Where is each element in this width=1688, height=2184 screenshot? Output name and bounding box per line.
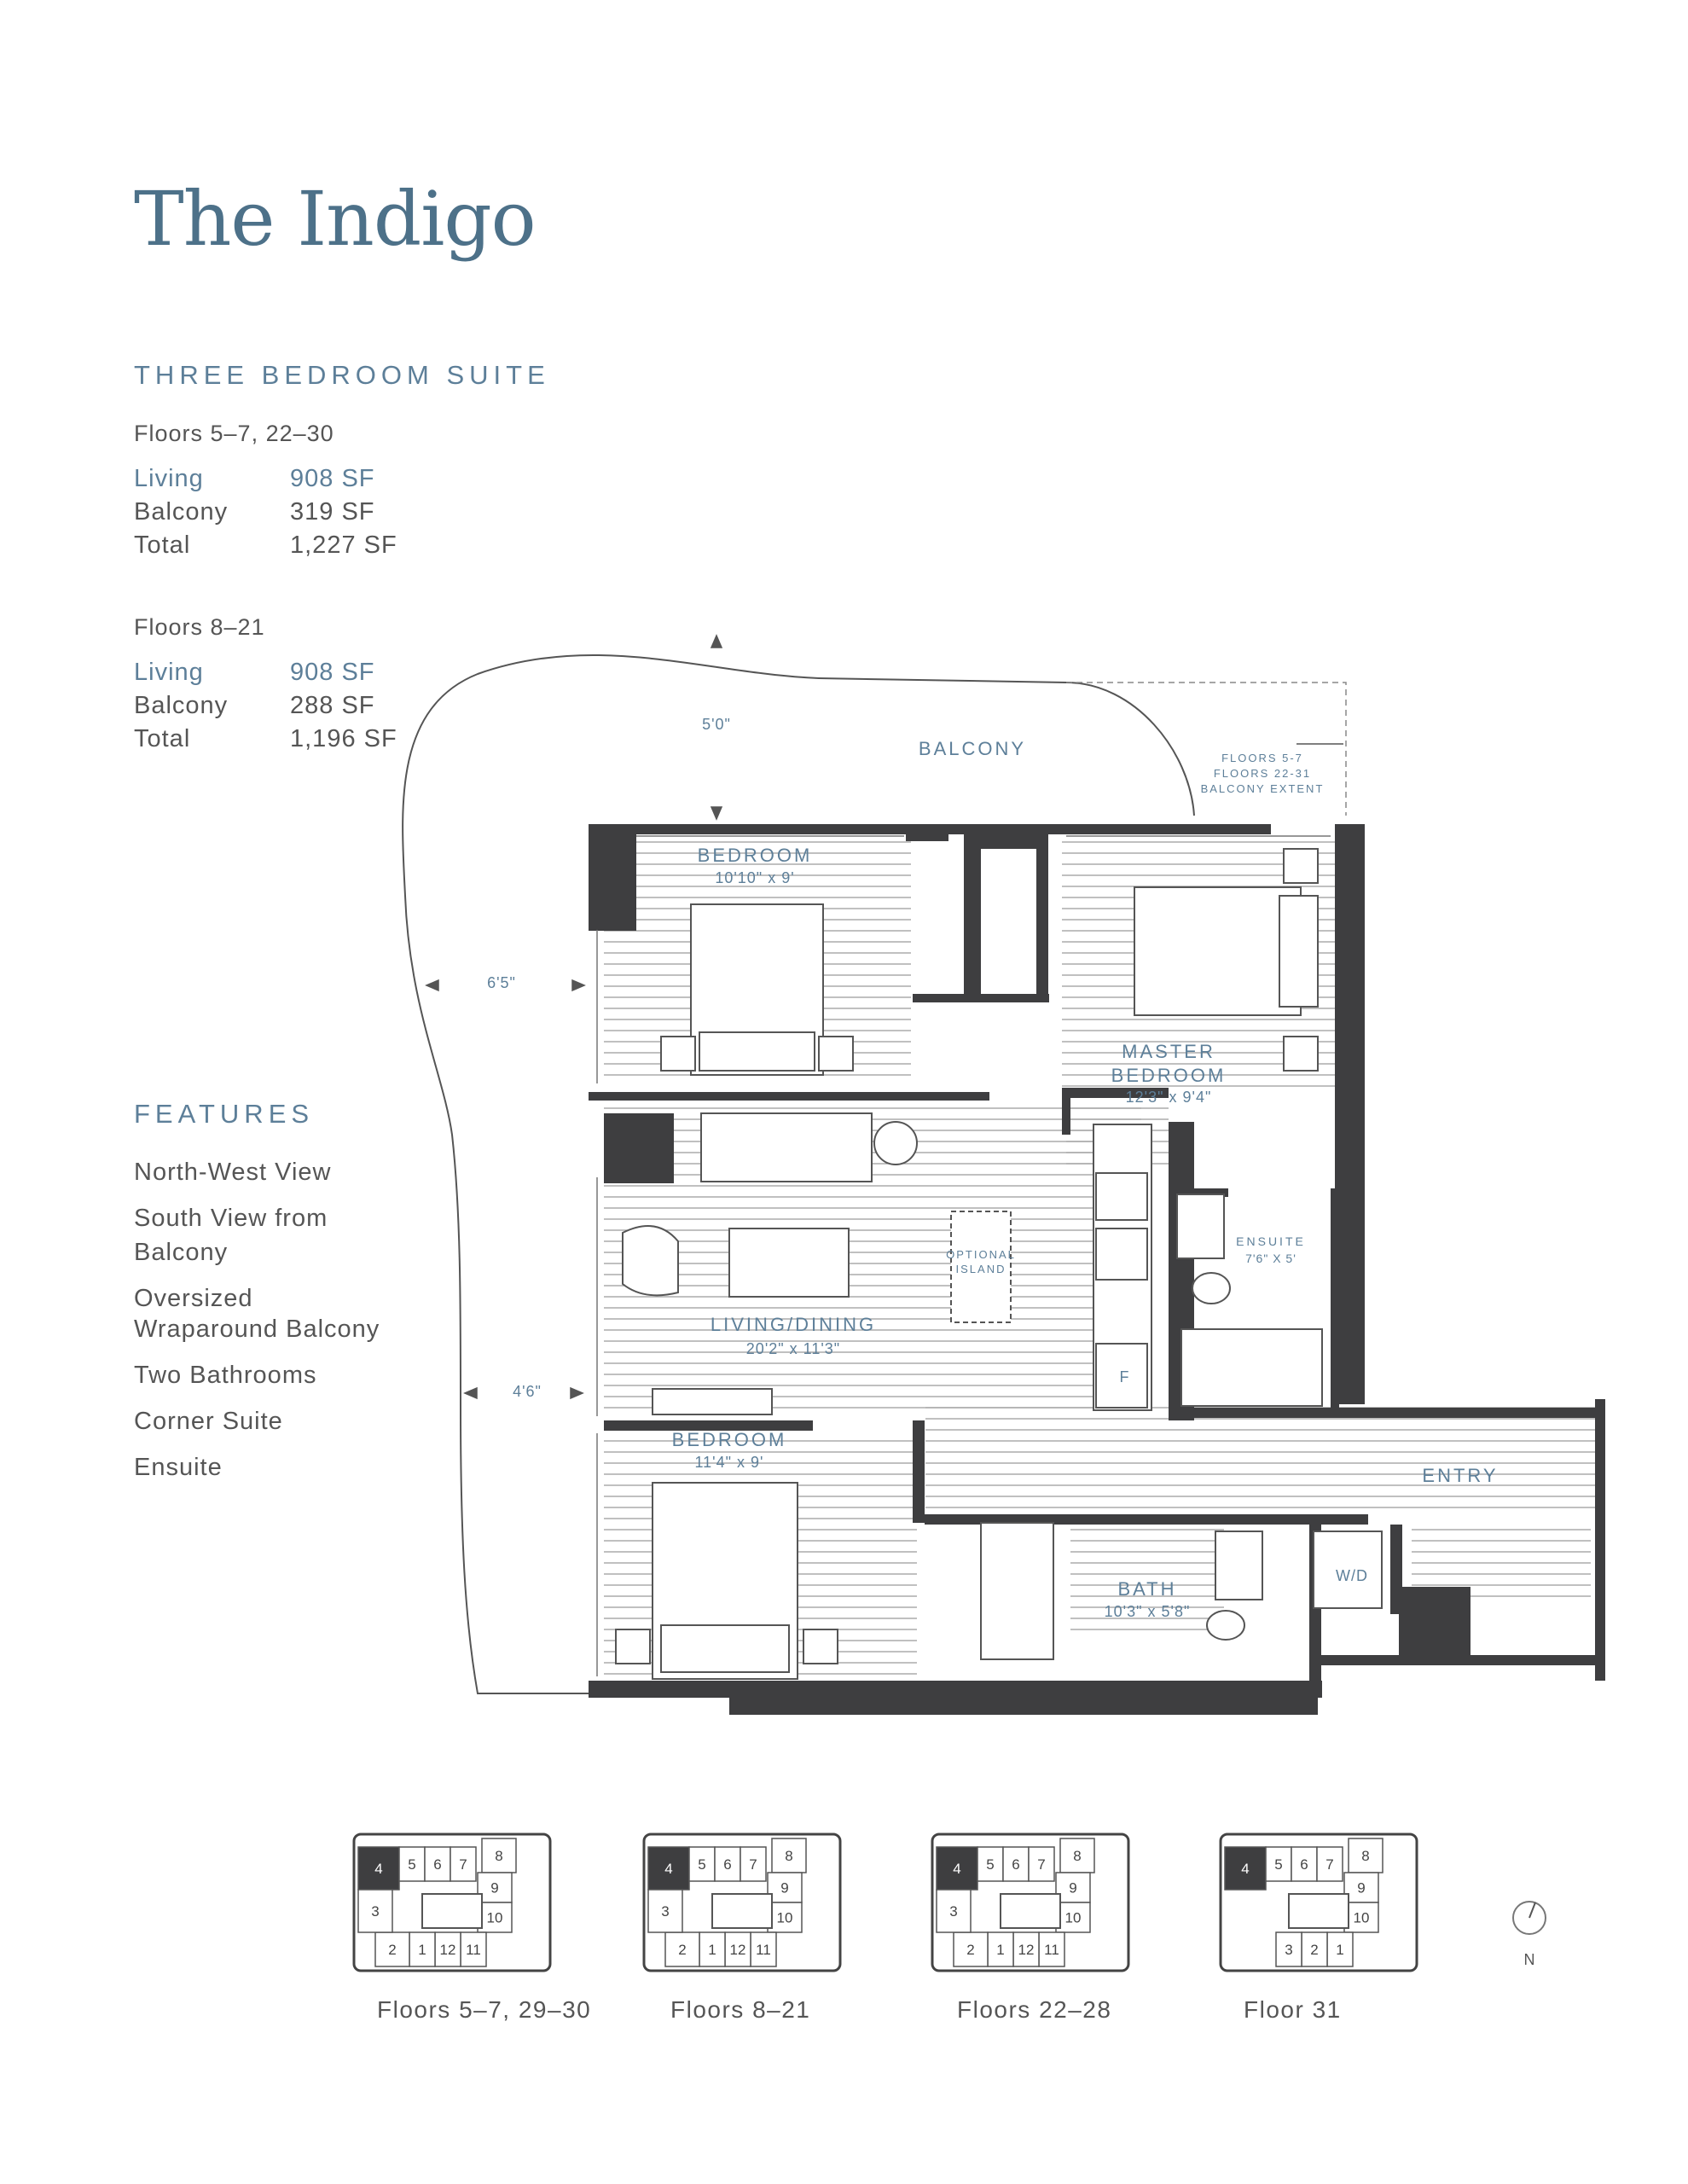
north-compass-icon <box>1513 1902 1546 1968</box>
bedroom1-size: 10'10" x 9' <box>715 869 795 886</box>
key-plan-core <box>1289 1894 1349 1928</box>
living-label: LIVING/DINING <box>710 1314 877 1335</box>
feature-item: Corner Suite <box>134 1408 283 1435</box>
island-label-1: OPTIONAL <box>946 1248 1016 1261</box>
area-label: Total <box>134 725 191 752</box>
balcony-depth-lower: 4'6" <box>513 1383 542 1400</box>
key-plan-core <box>422 1894 482 1928</box>
key-plan-unit-label: 11 <box>466 1942 481 1958</box>
features-heading: FEATURES <box>134 1099 315 1129</box>
key-plan-unit-label: 2 <box>1310 1942 1319 1958</box>
feature-item: Two Bathrooms <box>134 1362 317 1389</box>
key-plan-unit-label: 2 <box>966 1942 975 1958</box>
feature-item: South View from <box>134 1205 328 1232</box>
ensuite-size: 7'6" X 5' <box>1245 1252 1296 1265</box>
master-size: 12'3" x 9'4" <box>1125 1089 1212 1106</box>
key-plan-label: Floor 31 <box>1244 1996 1342 2023</box>
key-plan-unit-label: 6 <box>723 1856 732 1873</box>
balcony-extent-label-1: FLOORS 5-7 <box>1221 752 1303 764</box>
key-plan-unit-label: 4 <box>664 1861 673 1877</box>
key-plan-unit-label: 11 <box>756 1942 771 1958</box>
key-plan-label: Floors 22–28 <box>957 1996 1112 2023</box>
island-label-2: ISLAND <box>955 1263 1006 1275</box>
key-plan-unit-label: 1 <box>418 1942 426 1958</box>
key-plan-unit-label: 4 <box>1241 1861 1250 1877</box>
key-plan <box>644 1834 840 1971</box>
key-plan-unit-label: 6 <box>433 1856 442 1873</box>
key-plan-unit-label: 7 <box>459 1856 467 1873</box>
area-label: Balcony <box>134 498 229 526</box>
key-plan-unit-label: 7 <box>749 1856 757 1873</box>
key-plan-unit-label: 9 <box>1357 1879 1366 1896</box>
key-plan-group <box>354 1834 1417 1971</box>
key-plan-unit-label: 9 <box>490 1879 499 1896</box>
bedroom2-label: BEDROOM <box>671 1429 787 1450</box>
key-plan-unit-label: 12 <box>1018 1942 1035 1958</box>
balcony-extent-label-3: BALCONY EXTENT <box>1200 782 1325 795</box>
ensuite-label: ENSUITE <box>1236 1234 1306 1248</box>
key-plan-unit-label: 1 <box>996 1942 1005 1958</box>
key-plan-unit-label: 6 <box>1012 1856 1020 1873</box>
key-plan-unit-label: 4 <box>953 1861 961 1877</box>
feature-item: North-West View <box>134 1159 332 1186</box>
area-value: 288 SF <box>290 692 375 719</box>
north-label: N <box>1523 1951 1535 1968</box>
key-plan-unit-label: 4 <box>374 1861 383 1877</box>
key-plan-unit-label: 3 <box>1285 1942 1293 1958</box>
key-plan-label: Floors 8–21 <box>670 1996 811 2023</box>
area-value: 908 SF <box>290 465 375 492</box>
wd-label: W/D <box>1336 1567 1368 1584</box>
key-plan-core <box>1001 1894 1060 1928</box>
key-plan-unit-label: 10 <box>486 1909 503 1926</box>
key-plan <box>354 1834 550 1971</box>
key-plan-unit-label: 12 <box>729 1942 746 1958</box>
master-label-2: BEDROOM <box>1111 1065 1227 1086</box>
fridge-label: F <box>1119 1368 1129 1385</box>
key-plan-unit-label: 5 <box>698 1856 706 1873</box>
key-plan-unit-label: 9 <box>780 1879 789 1896</box>
feature-item: Oversized <box>134 1285 253 1312</box>
key-plan-unit-label: 5 <box>986 1856 995 1873</box>
bedroom2-size: 11'4" x 9' <box>694 1454 764 1471</box>
area-label: Balcony <box>134 692 229 719</box>
floors-group-2: Floors 8–21 <box>134 614 265 640</box>
key-plan-unit-label: 3 <box>371 1903 380 1920</box>
key-plan-unit-label: 10 <box>1353 1909 1370 1926</box>
key-plan-unit-label: 8 <box>1361 1848 1370 1864</box>
balcony-depth-top: 5'0" <box>702 716 731 733</box>
suite-type-heading: THREE BEDROOM SUITE <box>134 360 550 390</box>
feature-item: Wraparound Balcony <box>134 1316 380 1343</box>
key-plan-unit-label: 10 <box>1064 1909 1082 1926</box>
floors-group-1: Floors 5–7, 22–30 <box>134 421 334 446</box>
bath-label: BATH <box>1117 1578 1177 1600</box>
key-plan-unit-label: 7 <box>1325 1856 1334 1873</box>
feature-item: Balcony <box>134 1239 229 1266</box>
area-value: 1,227 SF <box>290 531 397 559</box>
key-plan-unit-label: 6 <box>1300 1856 1308 1873</box>
key-plan-unit-label: 5 <box>408 1856 416 1873</box>
key-plan-unit-label: 3 <box>949 1903 958 1920</box>
key-plan-unit-label: 12 <box>439 1942 456 1958</box>
area-label: Living <box>134 465 204 492</box>
key-plan-unit-label: 1 <box>708 1942 716 1958</box>
page-title: The Indigo <box>134 175 536 263</box>
key-plan-unit-label: 1 <box>1336 1942 1344 1958</box>
key-plan-unit-label: 11 <box>1044 1942 1059 1958</box>
key-plan-label: Floors 5–7, 29–30 <box>377 1996 592 2023</box>
key-plan <box>1221 1834 1417 1971</box>
living-size: 20'2" x 11'3" <box>745 1340 841 1357</box>
bedroom1-label: BEDROOM <box>697 845 813 866</box>
key-plan-unit-label: 2 <box>388 1942 397 1958</box>
area-label: Total <box>134 531 191 559</box>
key-plan-unit-label: 2 <box>678 1942 687 1958</box>
key-plan-unit-label: 8 <box>785 1848 793 1864</box>
balcony-depth-left: 6'5" <box>487 974 516 991</box>
key-plan-unit-label: 8 <box>1073 1848 1082 1864</box>
balcony-extent-label-2: FLOORS 22-31 <box>1213 767 1312 780</box>
area-value: 1,196 SF <box>290 725 397 752</box>
feature-item: Ensuite <box>134 1454 223 1481</box>
balcony-label: BALCONY <box>918 738 1027 759</box>
key-plan-unit-label: 3 <box>661 1903 670 1920</box>
master-label-1: MASTER <box>1122 1041 1215 1062</box>
key-plan-unit-label: 8 <box>495 1848 503 1864</box>
key-plan-core <box>712 1894 772 1928</box>
key-plan-unit-label: 7 <box>1037 1856 1046 1873</box>
area-value: 319 SF <box>290 498 375 526</box>
area-value: 908 SF <box>290 659 375 686</box>
key-plan-unit-label: 9 <box>1069 1879 1077 1896</box>
key-plan <box>932 1834 1128 1971</box>
key-plan-unit-label: 10 <box>776 1909 793 1926</box>
entry-label: ENTRY <box>1422 1465 1499 1486</box>
bath-size: 10'3" x 5'8" <box>1104 1603 1191 1620</box>
area-label: Living <box>134 659 204 686</box>
key-plan-unit-label: 5 <box>1274 1856 1283 1873</box>
